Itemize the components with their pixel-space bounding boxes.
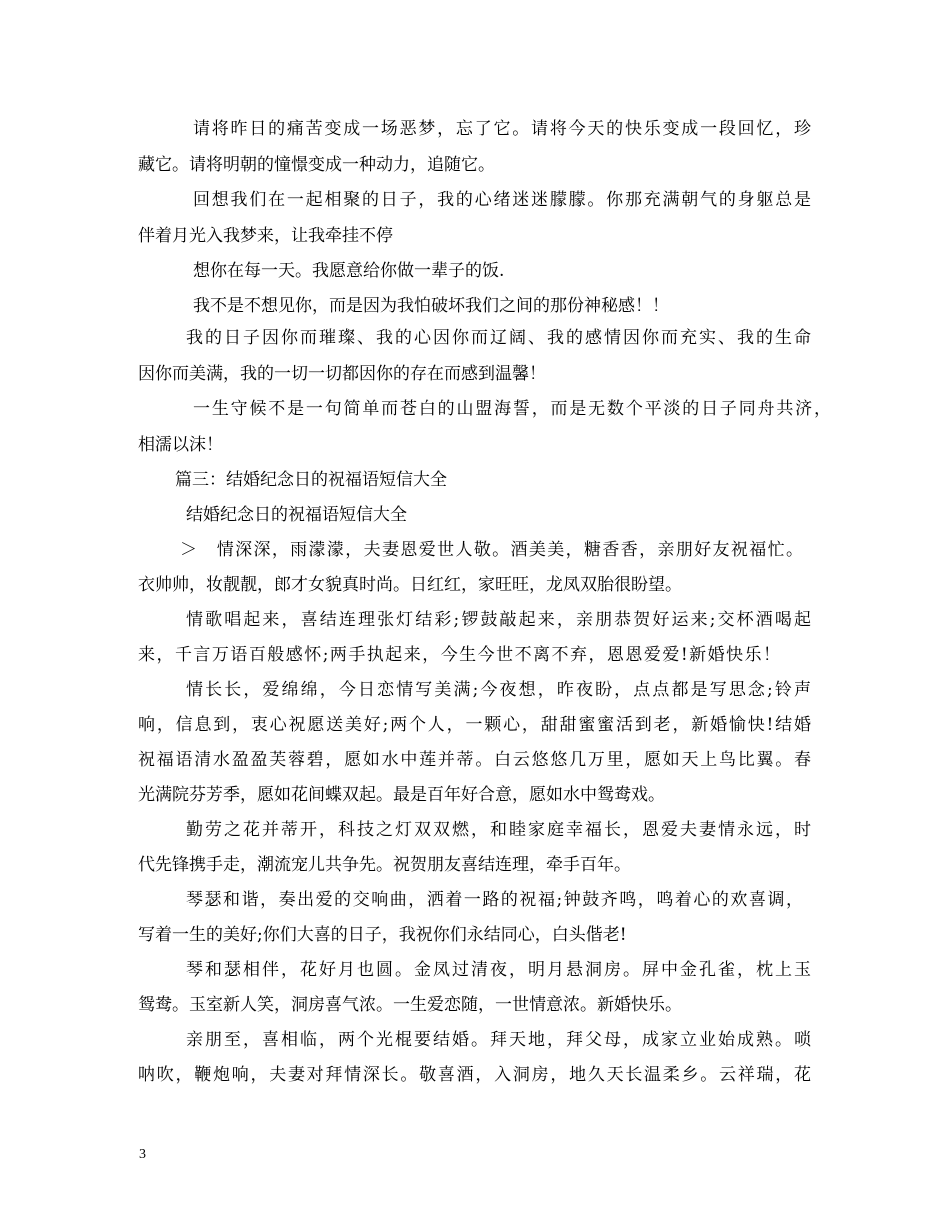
- section-heading: 篇三：结婚纪念日的祝福语短信大全: [175, 470, 447, 490]
- text-line: 相濡以沫！: [138, 435, 223, 455]
- text-line: 来，千言万语百般感怀;两手执起来，今生今世不离不弃，恩恩爱爱!新婚快乐！: [138, 645, 780, 665]
- text-line: 请将昨日的痛苦变成一场恶梦，忘了它。请将今天的快乐变成一段回忆，珍: [193, 119, 811, 139]
- text-line: 衣帅帅，妆靓靓，郎才女貌真时尚。日红红，家旺旺，龙凤双胎很盼望。: [138, 575, 682, 595]
- text-line: 光满院芬芳季，愿如花间蝶双起。最是百年好合意，愿如水中鸳鸯戏。: [138, 785, 665, 805]
- text-line: 呐吹，鞭炮响，夫妻对拜情深长。敬喜酒，入洞房，地久天长温柔乡。云祥瑞，花: [138, 1065, 811, 1085]
- text-line: 回想我们在一起相聚的日子，我的心绪迷迷朦朦。你那充满朝气的身躯总是: [193, 190, 811, 210]
- text-line: ＞ 情深深，雨濛濛，夫妻恩爱世人敬。酒美美，糖香香，亲朋好友祝福忙。: [180, 540, 803, 560]
- text-line: 鸳鸯。玉室新人笑，洞房喜气浓。一生爱恋随，一世情意浓。新婚快乐。: [138, 995, 682, 1015]
- text-line: 伴着月光入我梦来，让我牵挂不停: [138, 226, 393, 246]
- text-line: 琴和瑟相伴，花好月也圆。金凤过清夜，明月悬洞房。屏中金孔雀，枕上玉: [186, 960, 811, 980]
- text-line: 想你在每一天。我愿意给你做一辈子的饭.: [193, 261, 505, 281]
- page-number: 3: [139, 1147, 146, 1162]
- text-line: 因你而美满，我的一切一切都因你的存在而感到温馨！: [138, 364, 546, 384]
- text-line: 我不是不想见你，而是因为我怕破坏我们之间的那份神秘感！！: [193, 296, 669, 316]
- text-line: 代先锋携手走，潮流宠儿共争先。祝贺朋友喜结连理，牵手百年。: [138, 855, 631, 875]
- text-line: 亲朋至，喜相临，两个光棍要结婚。拜天地，拜父母，成家立业始成熟。唢: [186, 1030, 811, 1050]
- text-line: 我的日子因你而璀璨、我的心因你而辽阔、我的感情因你而充实、我的生命: [186, 328, 811, 348]
- text-line: 响，信息到，衷心祝愿送美好;两个人，一颗心，甜甜蜜蜜活到老，新婚愉快!结婚: [138, 715, 811, 735]
- text-line: 写着一生的美好;你们大喜的日子，我祝你们永结同心，白头偕老!: [138, 925, 627, 945]
- text-line: 琴瑟和谐，奏出爱的交响曲，洒着一路的祝福;钟鼓齐鸣，鸣着心的欢喜调，: [186, 890, 803, 910]
- section-subheading: 结婚纪念日的祝福语短信大全: [186, 505, 407, 525]
- text-line: 勤劳之花并蒂开，科技之灯双双燃，和睦家庭幸福长，恩爱夫妻情永远，时: [186, 820, 811, 840]
- text-line: 情歌唱起来，喜结连理张灯结彩;锣鼓敲起来，亲朋恭贺好运来;交杯酒喝起: [186, 610, 811, 630]
- text-line: 藏它。请将明朝的憧憬变成一种动力，追随它。: [138, 155, 495, 175]
- text-line: 情长长，爱绵绵，今日恋情写美满;今夜想，昨夜盼，点点都是写思念;铃声: [186, 680, 811, 700]
- text-line: 祝福语清水盈盈芙蓉碧，愿如水中莲并蒂。白云悠悠几万里，愿如天上鸟比翼。春: [138, 750, 811, 770]
- text-line: 一生守候不是一句简单而苍白的山盟海誓，而是无数个平淡的日子同舟共济，: [193, 399, 831, 419]
